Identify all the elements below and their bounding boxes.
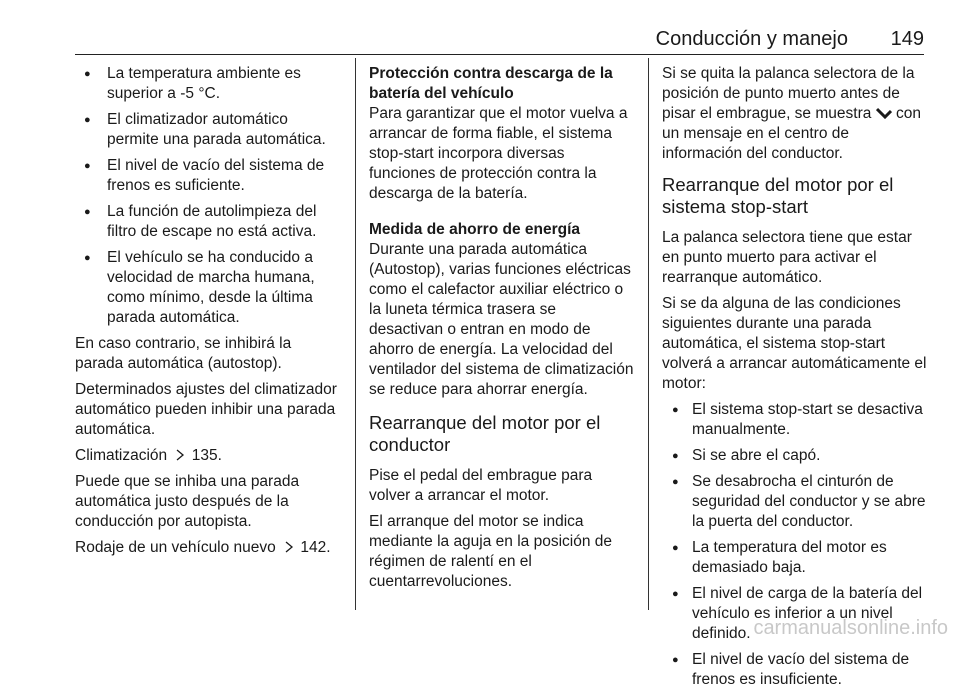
conditions-list — [75, 64, 343, 328]
paragraph-text: con un mensaje en el centro de información del conductor. — [662, 105, 921, 162]
paragraph: Puede que se inhiba una parada automática justo después de la conducción por autopista. — [75, 473, 300, 530]
restart-conditions-list — [662, 400, 927, 690]
list-item: ● El nivel de vacío del sistema de frenos es insuficiente. — [662, 650, 927, 690]
column-middle — [369, 64, 634, 598]
page-header — [75, 26, 924, 55]
list-item: ● El sistema stop-start se desactiva manualmente. — [662, 400, 927, 440]
page-reference-icon — [175, 449, 185, 461]
reference-text: Rodaje de un vehículo nuevo — [75, 539, 276, 556]
list-item: ● Se desabrocha el cinturón de seguridad del conductor y se abre la puerta del conductor. — [662, 472, 927, 532]
paragraph — [662, 64, 927, 164]
list-item: ● El climatizador automático permite una parada automática. — [75, 110, 343, 150]
reference-page: 135. — [191, 447, 222, 464]
reference-page: 142. — [300, 539, 331, 556]
paragraph: En caso contrario, se inhibirá la parada automática (autostop). — [75, 335, 292, 372]
cross-reference — [75, 538, 343, 558]
column-right — [662, 64, 927, 696]
section-heading: Rearranque del motor por el conductor — [369, 412, 601, 455]
list-item: ● La función de autolimpieza del filtro de escape no está activa. — [75, 202, 343, 242]
column-divider — [355, 58, 356, 610]
section-title: Conducción y manejo — [655, 28, 848, 50]
watermark: carmanualsonline.info — [753, 617, 948, 639]
paragraph: Durante una parada automática (Autostop), varias funciones eléctricas como el calefactor auxiliar eléctrico o la luneta térmica trasera se desactivan o entran en modo de ahorro de energía. La velocidad del ventilador del sistema de climatización se reduce para ahorrar energía. — [369, 241, 634, 398]
section-heading: Rearranque del motor por el sistema stop-start — [662, 174, 894, 217]
list-item: ● Si se abre el capó. — [662, 446, 927, 466]
gear-shift-indicator-icon — [876, 107, 892, 119]
list-item: ● El vehículo se ha conducido a velocidad de marcha humana, como mínimo, desde la última parada automática. — [75, 248, 343, 328]
list-item: ● La temperatura ambiente es superior a -5 °C. — [75, 64, 343, 104]
paragraph: Si se da alguna de las condiciones siguientes durante una parada automática, el sistema stop-start volverá a arrancar automáticamente el motor: — [662, 295, 927, 392]
list-item: ● El nivel de carga de la batería del vehículo es inferior a un nivel definido. — [662, 584, 927, 644]
paragraph: Pise el pedal del embrague para volver a arrancar el motor. — [369, 467, 593, 504]
subheading: Protección contra descarga de la batería del vehículo — [369, 65, 613, 102]
paragraph: El arranque del motor se indica mediante la aguja en la posición de régimen de ralentí en el cuentarrevoluciones. — [369, 513, 613, 590]
cross-reference — [75, 446, 343, 466]
column-left — [75, 64, 343, 564]
paragraph-text: Si se quita la palanca selectora de la posición de punto muerto antes de pisar el embrague, se muestra — [662, 65, 915, 122]
reference-text: Climatización — [75, 447, 168, 464]
paragraph: La palanca selectora tiene que estar en punto muerto para activar el rearranque automático. — [662, 229, 912, 286]
subheading: Medida de ahorro de energía — [369, 221, 581, 238]
page-reference-icon — [284, 541, 294, 553]
page-number: 149 — [890, 28, 924, 50]
list-item: ● El nivel de vacío del sistema de frenos es suficiente. — [75, 156, 343, 196]
list-item: ● La temperatura del motor es demasiado baja. — [662, 538, 927, 578]
paragraph: Determinados ajustes del climatizador automático pueden inhibir una parada automática. — [75, 381, 337, 438]
column-divider — [648, 58, 649, 610]
paragraph: Para garantizar que el motor vuelva a arrancar de forma fiable, el sistema stop-start incorpora diversas funciones de protección contra la descarga de la batería. — [369, 105, 628, 202]
